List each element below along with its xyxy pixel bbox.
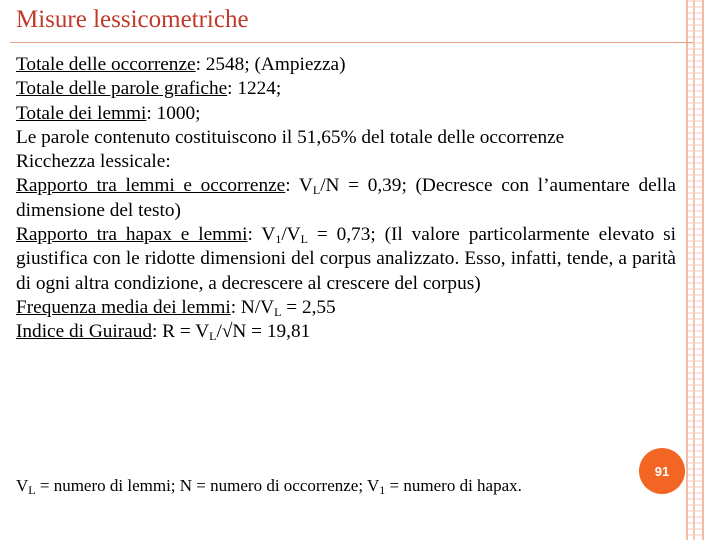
line-total-lemmas [16,102,676,126]
line-content-words: Le parole contenuto costituiscono il 51,65% del totale delle occorrenze [16,126,565,148]
subscript: 1 [275,232,282,247]
label-total-occurrences: Totale delle occorrenze [16,54,196,75]
subscript: L [312,183,321,198]
page-number-badge: 91 [639,448,685,494]
footnote-part: V [16,476,29,495]
label-mean-lemma-frequency: Frequenza media dei lemmi [16,296,231,318]
subscript: L [274,304,282,319]
line-total-occurrences [16,53,676,77]
formula-part: /V [281,224,301,246]
formula-part: = 0,73; (Il valore particolarmente elevato si giustifica con le ridotte dimensioni del corpus analizzato. Esso, infatti, tende, a parità di ogni altra condizione, a decrescere al crescere del corpus) [16,224,676,294]
line-lemma-occurrence-ratio [16,174,676,223]
line-mean-lemma-frequency [16,296,676,320]
label-guiraud-index: Indice di Guiraud [16,321,152,343]
subscript: L [28,483,36,497]
title-divider [10,42,693,43]
line-lexical-richness: Ricchezza lessicale: [16,151,171,173]
formula-part: : N/V [230,296,275,318]
label-total-graphic-words: Totale delle parole grafiche [16,78,228,100]
label-total-lemmas: Totale dei lemmi [16,102,147,124]
line-guiraud-index [16,320,676,344]
formula-part: : V [285,175,313,197]
formula-part: : V [247,224,276,246]
line-hapax-lemma-ratio [16,223,676,296]
formula-part: /N = 0,39; (Decresce con l’aumentare della dimensione del testo) [16,175,676,221]
value-total-graphic-words: : 1224; [227,78,282,100]
body-text [16,53,676,345]
label-hapax-lemma-ratio: Rapporto tra hapax e lemmi [16,224,248,246]
value-total-lemmas: : 1000; [146,102,201,124]
value-total-occurrences: : 2548; (Ampiezza) [195,54,346,75]
subscript: L [209,329,217,344]
footnote-part: = numero di hapax. [385,476,522,495]
formula-part: : R = V [152,321,210,343]
footnote-part: = numero di lemmi; N = numero di occorrenze; V [35,476,380,495]
label-lemma-occurrence-ratio: Rapporto tra lemmi e occorrenze [16,175,286,197]
footnote-legend [16,476,636,496]
decorative-border [686,0,704,540]
formula-part: = 2,55 [281,296,336,318]
page-title: Misure lessicometriche [16,6,249,33]
formula-part: /√N = 19,81 [216,321,311,343]
line-total-graphic-words [16,77,676,101]
subscript: L [300,232,308,247]
subscript: 1 [379,483,386,497]
